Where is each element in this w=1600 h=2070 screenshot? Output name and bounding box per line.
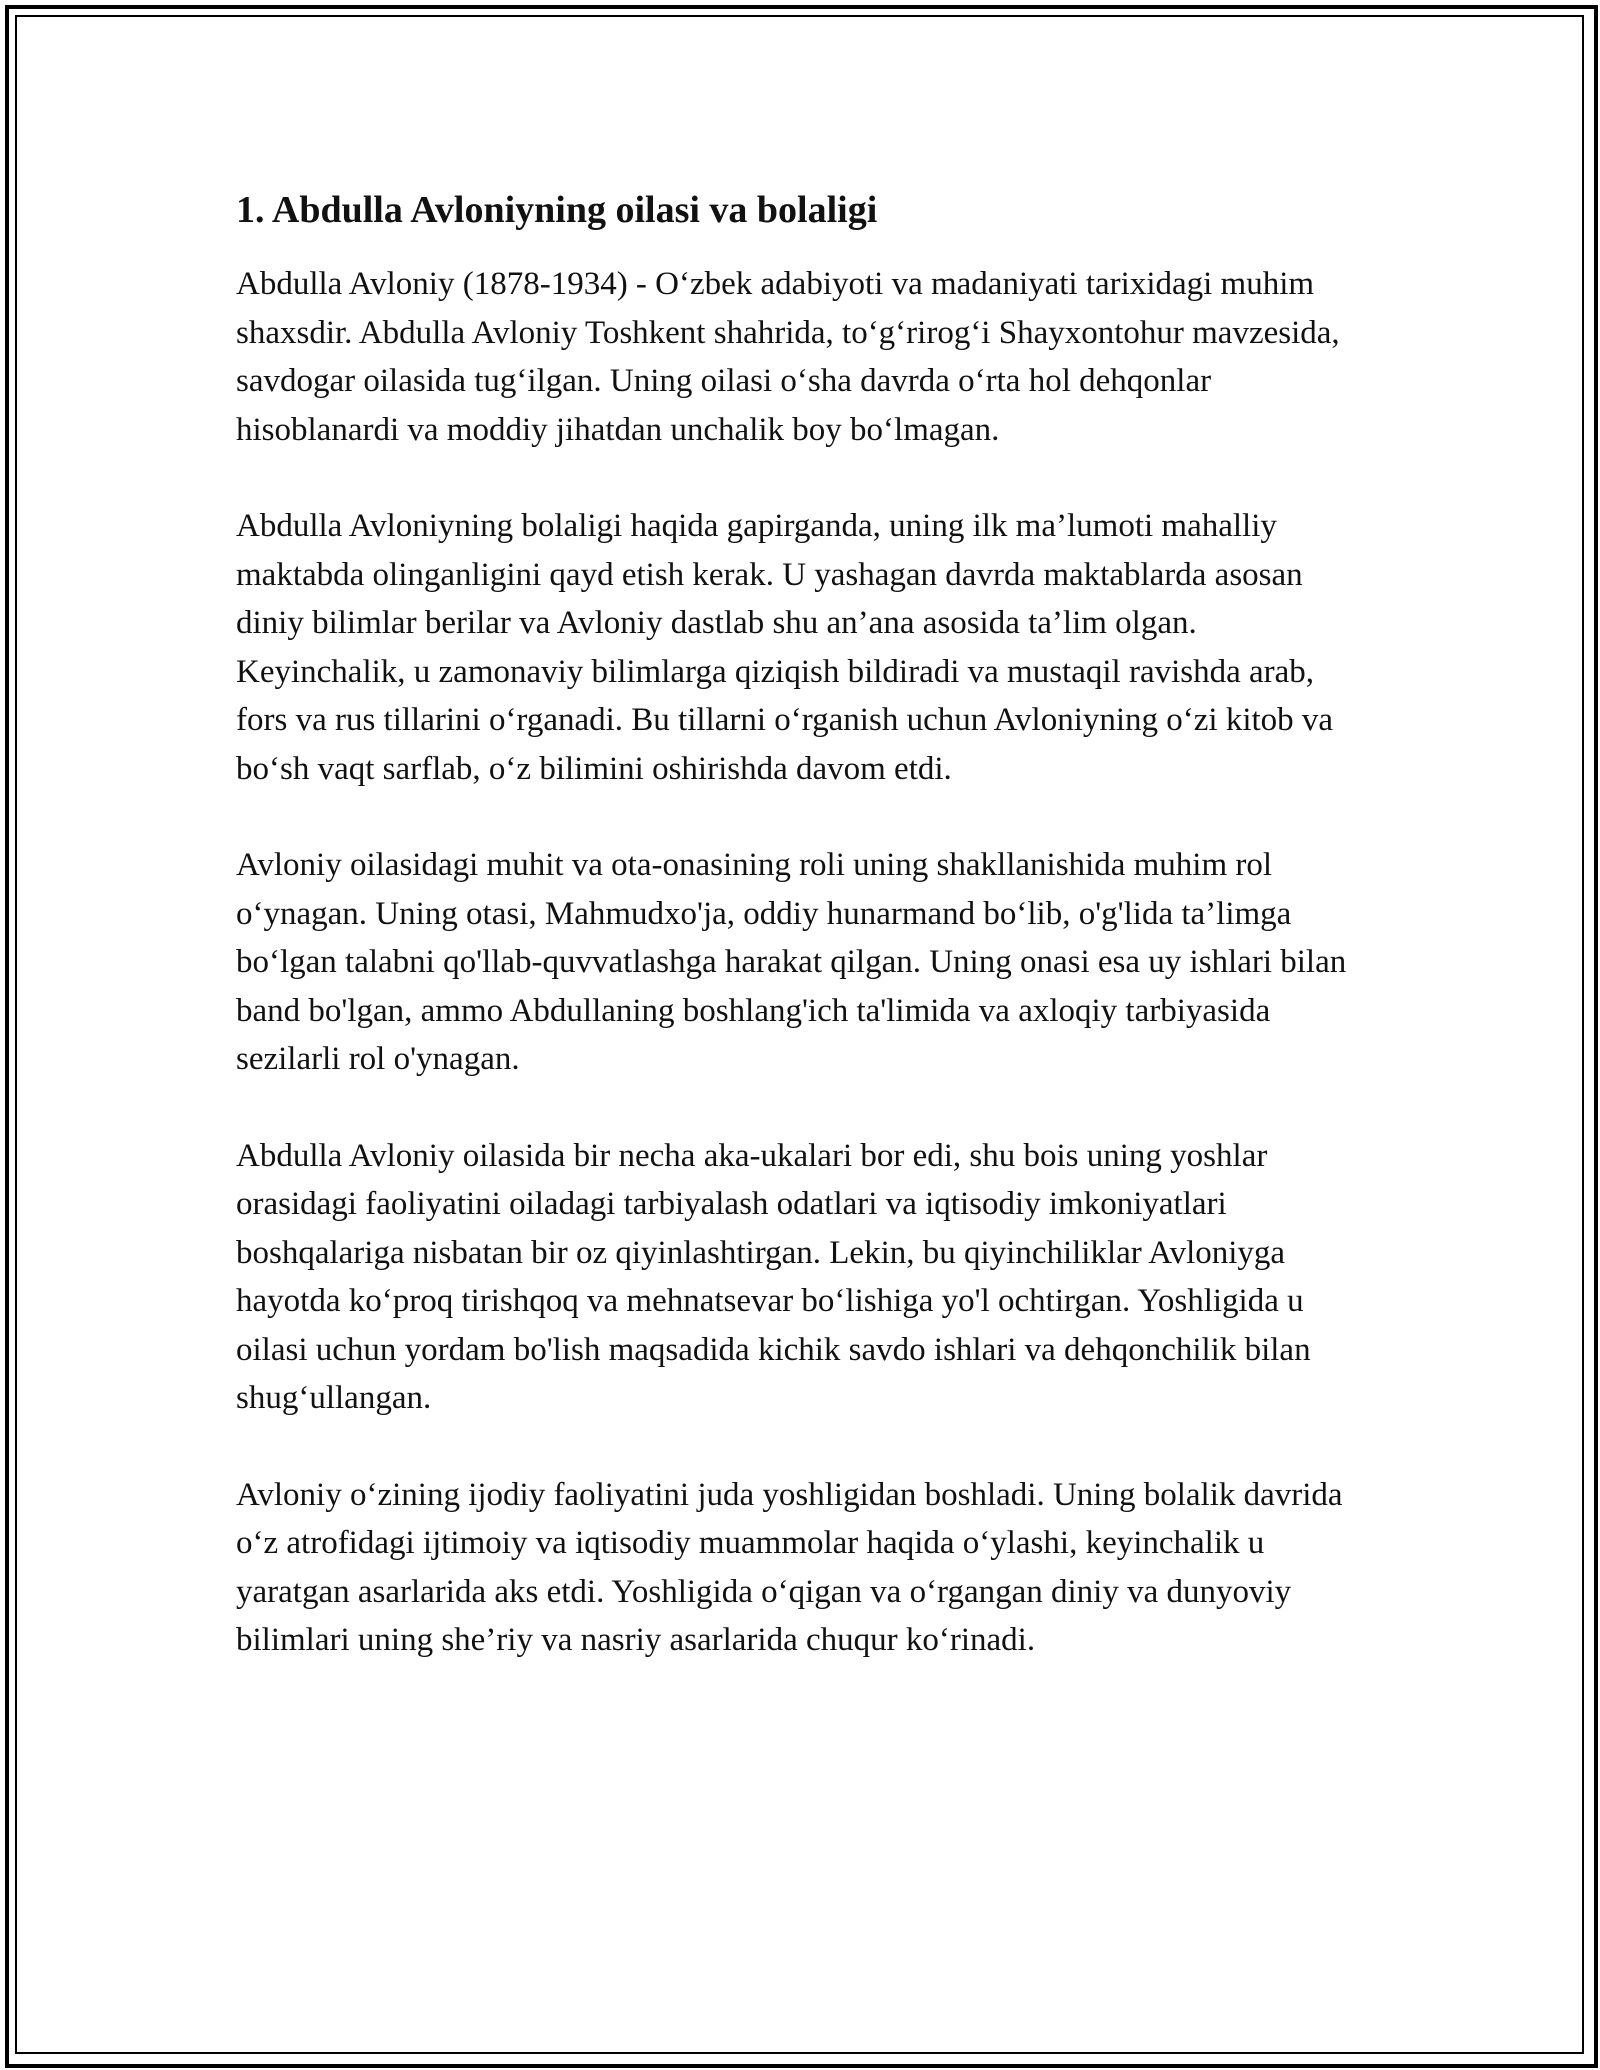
paragraph-siblings-youth: Abdulla Avloniy oilasida bir necha aka-ukalari bor edi, shu bois uning yoshlar orasidagi faoliyatini oiladagi tarbiyalash odatlari va iqtisodiy imkoniyatlari boshqalariga nisbatan bir oz qiyinlashtirgan. Lekin, bu qiyinchiliklar Avloniyga hayotda ko‘proq tirishqoq va mehnatsevar bo‘lishiga yo'l ochtirgan. Yoshligida u oilasi uchun yordam bo'lish maqsadida kichik savdo ishlari va dehqonchilik bilan shug‘ullangan. (236, 1137, 1311, 1416)
paragraph-parents-role: Avloniy oilasidagi muhit va ota-onasining roli uning shakllanishida muhim rol o‘ynagan. Uning otasi, Mahmudxo'ja, oddiy hunarmand bo‘lib, o'g'lida ta’limga bo‘lgan talabni qo'llab-quvvatlashga harakat qilgan. Uning onasi esa uy ishlari bilan band bo'lgan, ammo Abdullaning boshlang'ich ta'limida va axloqiy tarbiyasida sezilarli rol o'ynagan. (236, 847, 1347, 1077)
document-body (236, 186, 1366, 1713)
section-heading: 1. Abdulla Avloniyning oilasi va bolaligi (236, 189, 878, 231)
paragraph-creative-beginnings: Avloniy o‘zining ijodiy faoliyatini juda yoshligidan boshladi. Uning bolalik davrida o‘z atrofidagi ijtimoiy va iqtisodiy muammolar haqida o‘ylashi, keyinchalik u yaratgan asarlarida aks etdi. Yoshligida o‘qigan va o‘rgangan diniy va dunyoviy bilimlari uning she’riy va nasriy asarlarida chuqur ko‘rinadi. (236, 1476, 1343, 1658)
paragraph-family-origin: Abdulla Avloniy (1878-1934) - O‘zbek adabiyoti va madaniyati tarixidagi muhim shaxsdir. Abdulla Avloniy Toshkent shahrida, to‘g‘rirog‘i Shayxontohur mavzesida, savdogar oilasida tug‘ilgan. Uning oilasi o‘sha davrda o‘rta hol dehqonlar hisoblanardi va moddiy jihatdan unchalik boy bo‘lmagan. (236, 266, 1340, 448)
paragraph-childhood-education: Abdulla Avloniyning bolaligi haqida gapirganda, uning ilk ma’lumoti mahalliy maktabda olinganligini qayd etish kerak. U yashagan davrda maktablarda asosan diniy bilimlar berilar va Avloniy dastlab shu an’ana asosida ta’lim olgan. Keyinchalik, u zamonaviy bilimlarga qiziqish bildiradi va mustaqil ravishda arab, fors va rus tillarini o‘rganadi. Bu tillarni o‘rganish uchun Avloniyning o‘zi kitob va bo‘sh vaqt sarflab, o‘z bilimini oshirishda davom etdi. (236, 508, 1334, 787)
